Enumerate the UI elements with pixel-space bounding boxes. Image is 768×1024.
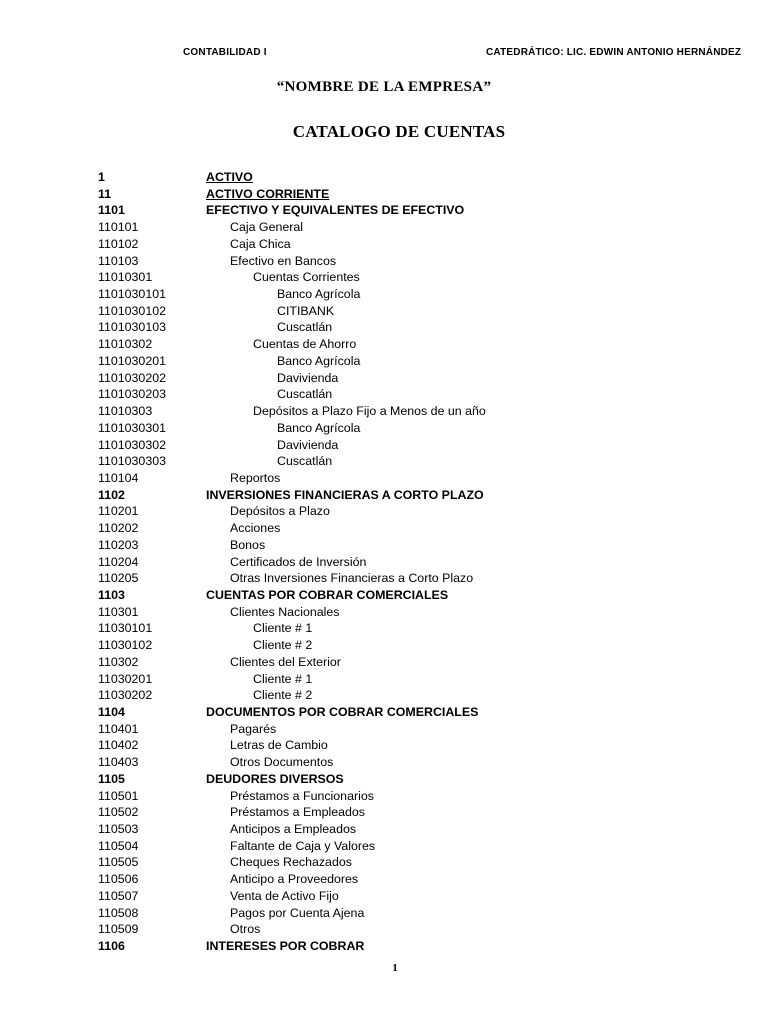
account-code: 1101030303 xyxy=(98,454,166,469)
account-code: 110502 xyxy=(98,805,139,820)
professor-name: CATEDRÁTICO: LIC. EDWIN ANTONIO HERNÁNDEZ xyxy=(486,47,742,58)
account-code: 110104 xyxy=(98,470,139,485)
account-row xyxy=(98,403,698,420)
account-row xyxy=(98,202,698,219)
account-code: 110203 xyxy=(98,537,139,552)
account-row xyxy=(98,721,698,738)
account-code: 110205 xyxy=(98,571,139,586)
account-code: 1101030301 xyxy=(98,420,166,435)
account-row xyxy=(98,169,698,186)
account-name: Clientes Nacionales xyxy=(230,604,340,619)
account-code: 11 xyxy=(98,186,112,201)
account-name: Davivienda xyxy=(277,370,339,385)
account-name: Bonos xyxy=(230,537,266,552)
account-name: Anticipos a Empleados xyxy=(230,822,357,837)
account-name: Cuscatlán xyxy=(277,320,333,335)
account-row xyxy=(98,737,698,754)
account-name: Cliente # 2 xyxy=(253,688,313,703)
account-name: Otras Inversiones Financieras a Corto Plazo xyxy=(230,571,474,586)
account-name: Acciones xyxy=(230,521,281,536)
account-name: Anticipo a Proveedores xyxy=(230,872,359,887)
account-row xyxy=(98,336,698,353)
accounts-list xyxy=(98,169,698,955)
account-row xyxy=(98,905,698,922)
account-row xyxy=(98,587,698,604)
account-row xyxy=(98,386,698,403)
account-name: ACTIVO xyxy=(206,170,253,184)
account-row xyxy=(98,554,698,571)
account-row xyxy=(98,821,698,838)
account-row xyxy=(98,604,698,621)
account-code: 110503 xyxy=(98,822,139,837)
account-code: 11010301 xyxy=(98,270,153,285)
account-name: Pagos por Cuenta Ajena xyxy=(230,905,365,920)
account-code: 110507 xyxy=(98,888,139,903)
account-code: 110403 xyxy=(98,755,139,770)
account-row xyxy=(98,520,698,537)
account-name: Davivienda xyxy=(277,437,339,452)
account-name: Faltante de Caja y Valores xyxy=(230,838,376,853)
account-code: 11030202 xyxy=(98,688,153,703)
account-row xyxy=(98,687,698,704)
account-name: Depósitos a Plazo xyxy=(230,504,330,519)
account-code: 1101030201 xyxy=(98,353,166,368)
account-row xyxy=(98,771,698,788)
company-name: “NOMBRE DE LA EMPRESA” xyxy=(276,79,492,95)
account-name: Banco Agrícola xyxy=(277,353,361,368)
account-code: 110506 xyxy=(98,872,139,887)
account-code: 1101030101 xyxy=(98,287,166,302)
account-name: ACTIVO CORRIENTE xyxy=(206,186,330,201)
account-name: Letras de Cambio xyxy=(230,738,328,753)
account-row xyxy=(98,286,698,303)
account-name: Cuentas de Ahorro xyxy=(253,337,357,352)
account-row xyxy=(98,754,698,771)
account-code: 110501 xyxy=(98,788,139,803)
account-code: 1106 xyxy=(98,939,125,954)
account-code: 110204 xyxy=(98,554,139,569)
account-row xyxy=(98,788,698,805)
account-row xyxy=(98,838,698,855)
account-code: 110504 xyxy=(98,838,139,853)
account-code: 1 xyxy=(98,170,105,184)
account-row xyxy=(98,637,698,654)
account-name: Banco Agrícola xyxy=(277,420,361,435)
account-code: 110302 xyxy=(98,654,139,669)
account-name: INVERSIONES FINANCIERAS A CORTO PLAZO xyxy=(206,487,484,502)
account-name: DEUDORES DIVERSOS xyxy=(206,771,344,786)
account-row xyxy=(98,353,698,370)
account-row xyxy=(98,437,698,454)
account-code: 1101030103 xyxy=(98,320,166,335)
account-row xyxy=(98,470,698,487)
account-name: Otros Documentos xyxy=(230,755,334,770)
account-code: 110505 xyxy=(98,855,139,870)
account-name: INTERESES POR COBRAR xyxy=(206,939,365,954)
account-name: Venta de Activo Fijo xyxy=(230,888,339,903)
account-row xyxy=(98,620,698,637)
account-name: Cliente # 1 xyxy=(253,621,313,636)
account-row xyxy=(98,503,698,520)
account-name: Caja General xyxy=(230,220,304,235)
account-code: 110101 xyxy=(98,220,139,235)
account-name: Banco Agrícola xyxy=(277,287,361,302)
catalog-title: CATALOGO DE CUENTAS xyxy=(292,122,506,141)
account-row xyxy=(98,654,698,671)
account-name: Pagarés xyxy=(230,721,277,736)
account-code: 110508 xyxy=(98,905,139,920)
account-name: Cliente # 1 xyxy=(253,671,313,686)
account-code: 110509 xyxy=(98,922,139,937)
account-code: 110201 xyxy=(98,504,139,519)
account-name: Certificados de Inversión xyxy=(230,554,367,569)
account-code: 110103 xyxy=(98,253,139,268)
account-name: CUENTAS POR COBRAR COMERCIALES xyxy=(206,587,449,602)
account-name: Préstamos a Empleados xyxy=(230,805,365,820)
account-name: Préstamos a Funcionarios xyxy=(230,788,374,803)
account-code: 110401 xyxy=(98,721,139,736)
account-name: Depósitos a Plazo Fijo a Menos de un año xyxy=(253,404,486,419)
account-row xyxy=(98,888,698,905)
account-code: 11030101 xyxy=(98,621,153,636)
page-number: 1 xyxy=(392,962,398,974)
account-code: 1105 xyxy=(98,771,125,786)
account-row xyxy=(98,269,698,286)
account-row xyxy=(98,537,698,554)
account-row xyxy=(98,370,698,387)
account-row xyxy=(98,236,698,253)
account-code: 11030201 xyxy=(98,671,153,686)
account-row xyxy=(98,704,698,721)
page-header xyxy=(0,47,768,63)
account-row xyxy=(98,420,698,437)
course-name: CONTABILIDAD I xyxy=(183,47,267,58)
account-row xyxy=(98,938,698,955)
account-name: Cuentas Corrientes xyxy=(253,270,360,285)
account-code: 1101030102 xyxy=(98,303,166,318)
account-row xyxy=(98,219,698,236)
account-row xyxy=(98,570,698,587)
account-name: Clientes del Exterior xyxy=(230,654,341,669)
account-name: DOCUMENTOS POR COBRAR COMERCIALES xyxy=(206,705,479,719)
account-row xyxy=(98,804,698,821)
account-code: 11010303 xyxy=(98,404,153,419)
account-code: 110301 xyxy=(98,604,139,619)
account-code: 11030102 xyxy=(98,638,153,653)
account-code: 11010302 xyxy=(98,337,153,352)
account-name: CITIBANK xyxy=(277,303,335,318)
account-code: 1101030202 xyxy=(98,370,166,385)
account-name: Cheques Rechazados xyxy=(230,855,352,870)
account-row xyxy=(98,453,698,470)
account-name: Efectivo en Bancos xyxy=(230,253,337,268)
account-row xyxy=(98,921,698,938)
account-code: 1104 xyxy=(98,705,125,719)
account-name: Caja Chica xyxy=(230,236,291,251)
account-code: 1101030302 xyxy=(98,437,166,452)
account-code: 1101030203 xyxy=(98,387,166,402)
account-code: 110402 xyxy=(98,738,139,753)
account-code: 110102 xyxy=(98,236,139,251)
account-row xyxy=(98,319,698,336)
account-row xyxy=(98,854,698,871)
account-row xyxy=(98,186,698,203)
account-code: 1101 xyxy=(98,203,125,218)
account-name: EFECTIVO Y EQUIVALENTES DE EFECTIVO xyxy=(206,203,465,218)
account-row xyxy=(98,671,698,688)
account-name: Cuscatlán xyxy=(277,454,333,469)
account-name: Cliente # 2 xyxy=(253,638,313,653)
account-row xyxy=(98,871,698,888)
account-row xyxy=(98,303,698,320)
account-code: 1103 xyxy=(98,587,125,602)
account-name: Otros xyxy=(230,922,261,937)
account-name: Cuscatlán xyxy=(277,387,333,402)
account-name: Reportos xyxy=(230,470,281,485)
account-row xyxy=(98,487,698,504)
account-row xyxy=(98,253,698,270)
account-code: 1102 xyxy=(98,487,125,502)
account-code: 110202 xyxy=(98,521,139,536)
